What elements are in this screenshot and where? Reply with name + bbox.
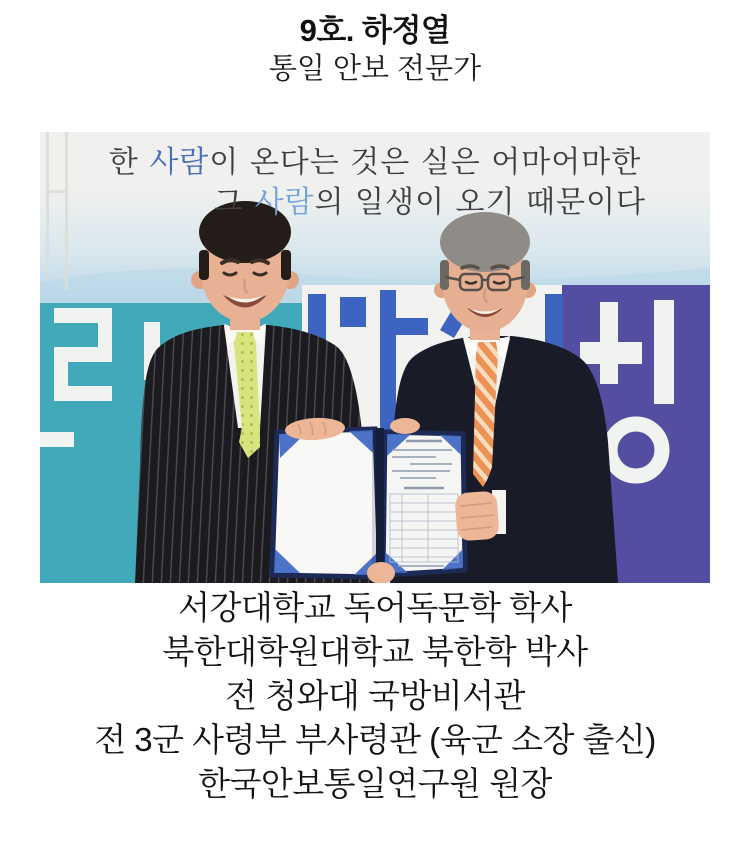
folder-spine	[376, 428, 384, 578]
credentials-list	[0, 586, 750, 806]
photo	[40, 132, 710, 583]
page-title: 9호. 하정열	[299, 13, 451, 48]
credential-line: 서강대학교 독어독문학 학사	[178, 589, 572, 626]
credential-line: 북한대학원대학교 북한학 박사	[162, 633, 588, 670]
spine-fingers	[390, 418, 420, 434]
credential-line: 전 3군 사령부 부사령관 (육군 소장 출신)	[94, 721, 656, 758]
credential-line: 한국안보통일연구원 원장	[198, 765, 552, 802]
banner-quote-line2: 그 사람의 일생이 오기 때문이다	[214, 185, 646, 220]
quote-highlight: 사람	[254, 185, 315, 220]
bottom-hand	[367, 562, 395, 583]
quote-highlight: 사람	[149, 145, 210, 180]
certificate-folder	[272, 428, 465, 578]
photo-illustration	[40, 132, 710, 583]
folder-left-page	[272, 429, 380, 577]
page-subtitle: 통일 안보 전문가	[268, 53, 482, 85]
banner-quote-line1: 한 사람이 온다는 것은 실은 어마어마한	[108, 145, 642, 180]
credential-line: 전 청와대 국방비서관	[225, 677, 525, 714]
